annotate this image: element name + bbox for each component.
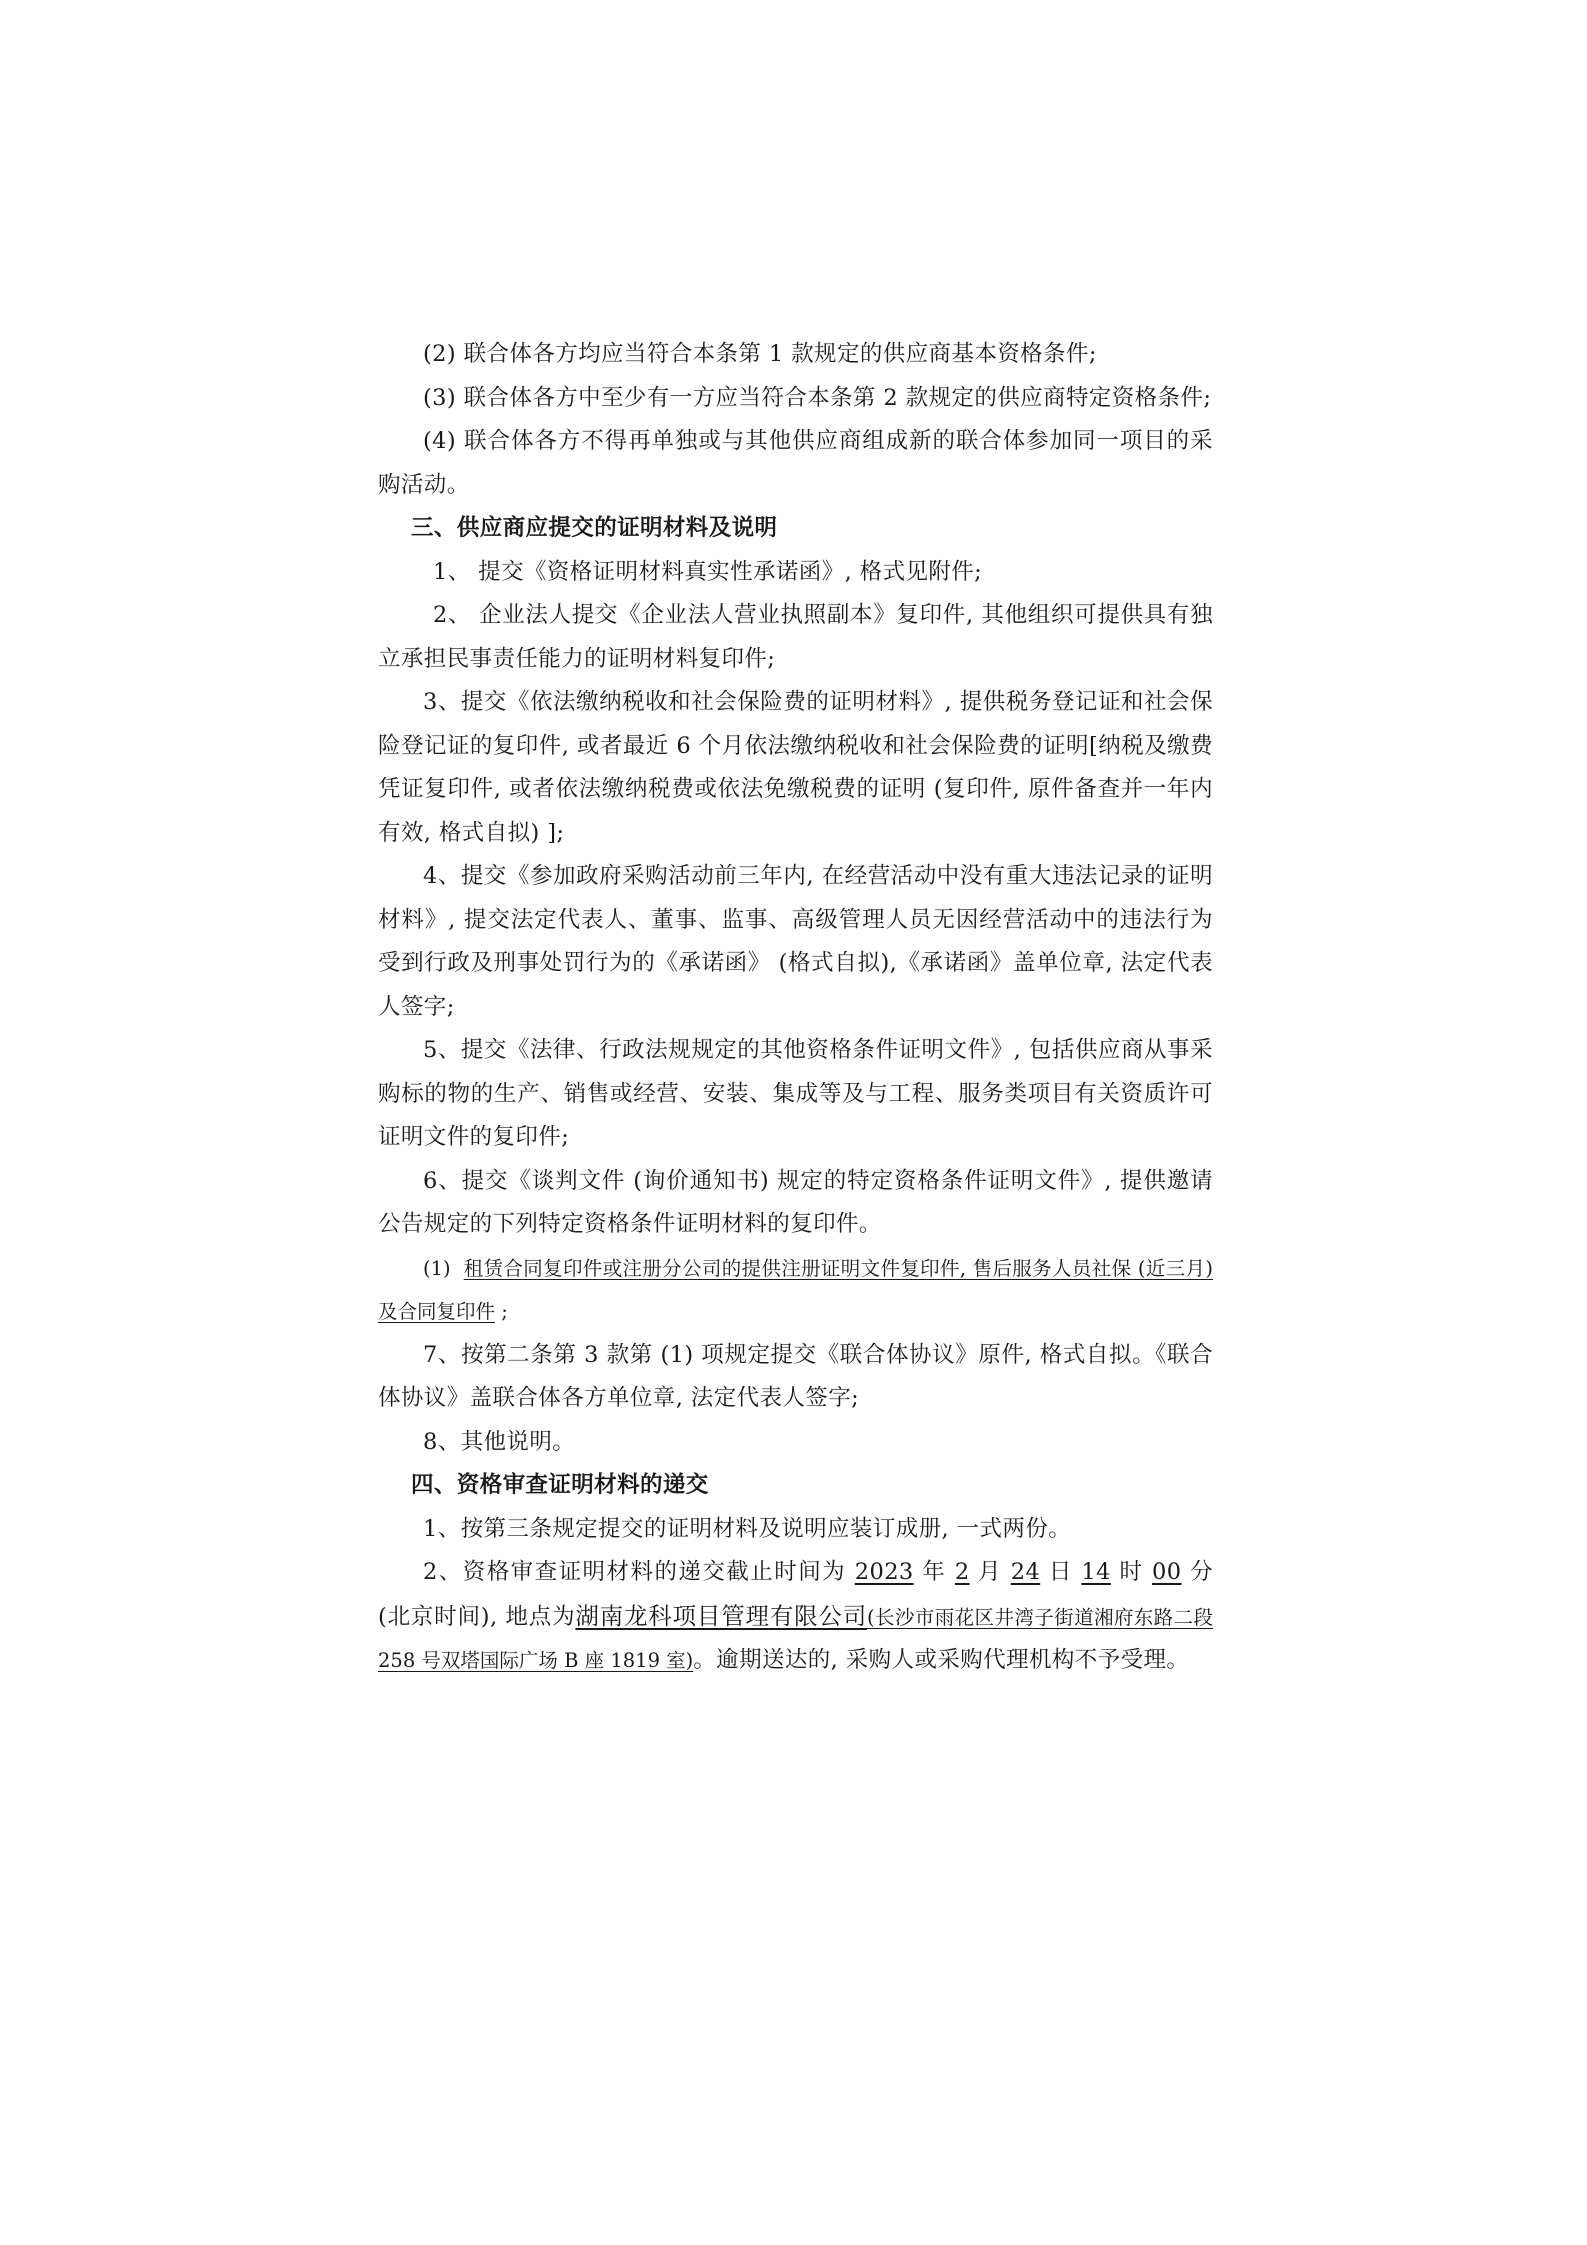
deadline-day-unit: 日 [1040,1559,1082,1585]
sub-1-requirement: 租赁合同复印件或注册分公司的提供注册证明文件复印件, 售后服务人员社保 (近三月) 及合同复印件 [378,1256,1213,1323]
deadline-year-unit: 年 [913,1559,955,1585]
item-2: 2、 企业法人提交《企业法人营业执照副本》复印件, 其他组织可提供具有独立承担民事责任能力的证明材料复印件; [378,602,1213,672]
item-4: 4、提交《参加政府采购活动前三年内, 在经营活动中没有重大违法记录的证明材料》, 提交法定代表人、董事、监事、高级管理人员无因经营活动中的违法行为受到行政及刑事处罚行为的《承诺函》 (格式自拟),《承诺函》盖单位章, 法定代表人签字; [378,863,1213,1020]
deadline-suffix: 。逾期送达的, 采购人或采购代理机构不予受理。 [693,1647,1190,1673]
deadline-prefix: 2、资格审查证明材料的递交截止时间为 [423,1559,855,1585]
item-7: 7、按第二条第 3 款第 (1) 项规定提交《联合体协议》原件, 格式自拟。《联合体协议》盖联合体各方单位章, 法定代表人签字; [378,1341,1213,1411]
item-6-sub-1 [378,1247,1213,1334]
section-3-heading: 三、供应商应提交的证明材料及说明 [411,515,778,541]
sub-1-end: ; [495,1300,508,1323]
agency-company-name: 湖南龙科项目管理有限公司 [575,1601,868,1630]
deadline-hour-unit: 时 [1110,1559,1153,1585]
clause-3: (3) 联合体各方中至少有一方应当符合本条第 2 款规定的供应商特定资格条件; [423,384,1212,411]
item-3: 3、提交《依法缴纳税收和社会保险费的证明材料》, 提供税务登记证和社会保险登记证的复印件, 或者最近 6 个月依法缴纳税收和社会保险费的证明[纳税及缴费凭证复印件, 或者依法缴纳税费或依法免缴税费的证明 (复印件, 原件备查并一年内有效, 格式自拟) ]; [378,689,1213,846]
deadline-minute-unit: 分 (北京时间), 地点为 [378,1559,1213,1630]
deadline-day: 24 [1010,1559,1041,1585]
section-4-heading: 四、资格审查证明材料的递交 [411,1472,709,1498]
deadline-year: 2023 [854,1559,914,1585]
deadline-month-unit: 月 [969,1559,1011,1585]
deadline-minute: 00 [1152,1559,1182,1585]
delivery-item-2 [378,1551,1213,1683]
agency-address: (长沙市雨花区井湾子街道湘府东路二段 258 号双塔国际广场 B 座 1819 室) [378,1605,1213,1672]
item-8: 8、其他说明。 [423,1428,576,1455]
item-1: 1、 提交《资格证明材料真实性承诺函》, 格式见附件; [433,558,983,585]
item-6: 6、提交《谈判文件 (询价通知书) 规定的特定资格条件证明文件》, 提供邀请公告规定的下列特定资格条件证明材料的复印件。 [378,1167,1213,1237]
document-body [378,333,1213,1683]
sub-1-number: (1) [423,1256,451,1280]
deadline-hour: 14 [1081,1559,1111,1585]
clause-2: (2) 联合体各方均应当符合本条第 1 款规定的供应商基本资格条件; [423,341,1097,367]
delivery-item-1: 1、按第三条规定提交的证明材料及说明应装订成册, 一式两份。 [423,1515,1072,1542]
item-5: 5、提交《法律、行政法规规定的其他资格条件证明文件》, 包括供应商从事采购标的物的生产、销售或经营、安装、集成等及与工程、服务类项目有关资质许可证明文件的复印件; [378,1037,1213,1150]
clause-4: (4) 联合体各方不得再单独或与其他供应商组成新的联合体参加同一项目的采购活动。 [378,428,1213,498]
deadline-month: 2 [954,1559,970,1585]
